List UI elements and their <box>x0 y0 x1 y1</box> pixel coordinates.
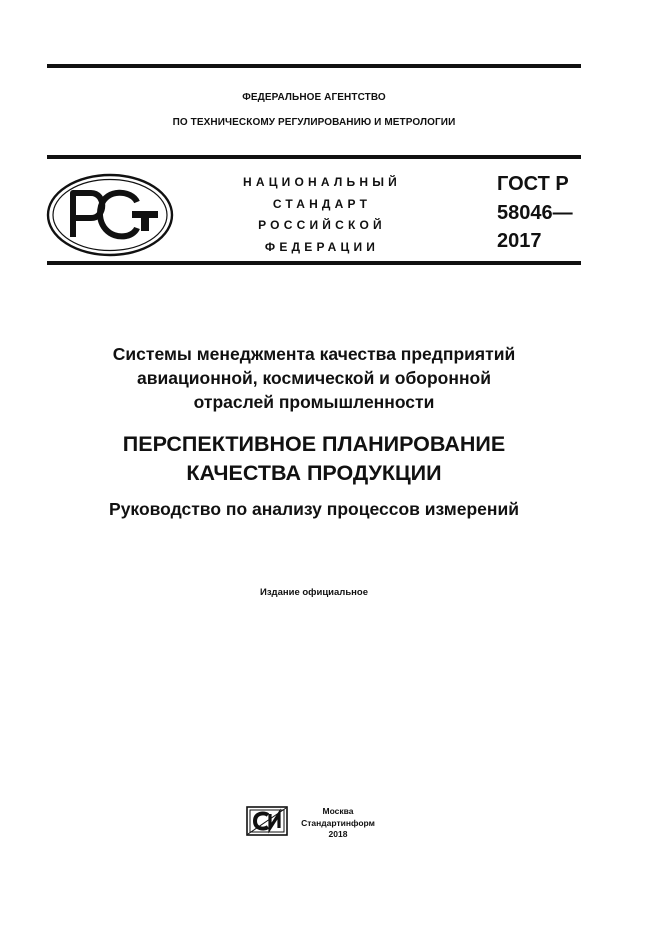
gost-line: 2017 <box>497 230 542 252</box>
document-guide-title: Руководство по анализу процессов измерений <box>109 499 519 519</box>
agency-line-1: ФЕДЕРАЛЬНОЕ АГЕНТСТВО <box>242 92 386 103</box>
subtitle-line: ПЕРСПЕКТИВНОЕ ПЛАНИРОВАНИЕ <box>122 432 506 456</box>
publisher-info <box>292 806 384 841</box>
national-standard-label <box>232 172 412 258</box>
header-rule <box>47 155 581 159</box>
standard-block-rule <box>47 261 581 265</box>
document-title <box>47 342 581 414</box>
agency-line-2: ПО ТЕХНИЧЕСКОМУ РЕГУЛИРОВАНИЮ И МЕТРОЛОГИИ <box>172 117 456 128</box>
national-line: СТАНДАРТ <box>272 196 372 211</box>
top-rule <box>47 64 581 68</box>
rst-certification-logo-icon <box>46 173 174 257</box>
document-subtitle <box>47 430 581 488</box>
publisher-year: 2018 <box>328 829 348 839</box>
publisher-city: Москва <box>322 806 354 816</box>
publisher-name: Стандартинформ <box>301 817 375 828</box>
gost-designation <box>497 170 573 256</box>
title-line: авиационной, космической и оборонной <box>137 368 491 388</box>
national-line: НАЦИОНАЛЬНЫЙ <box>242 175 402 189</box>
title-line: Системы менеджмента качества предприятий <box>112 344 516 364</box>
official-edition-label: Издание официальное <box>260 587 368 598</box>
title-line: отраслей промышленности <box>193 392 435 412</box>
gost-line: 58046— <box>497 201 573 224</box>
standartinform-logo-icon <box>246 806 288 836</box>
national-line: ФЕДЕРАЦИИ <box>264 239 380 254</box>
subtitle-line: КАЧЕСТВА ПРОДУКЦИИ <box>186 461 442 485</box>
national-line: РОССИЙСКОЙ <box>258 218 386 232</box>
gost-line: ГОСТ Р <box>497 173 569 195</box>
